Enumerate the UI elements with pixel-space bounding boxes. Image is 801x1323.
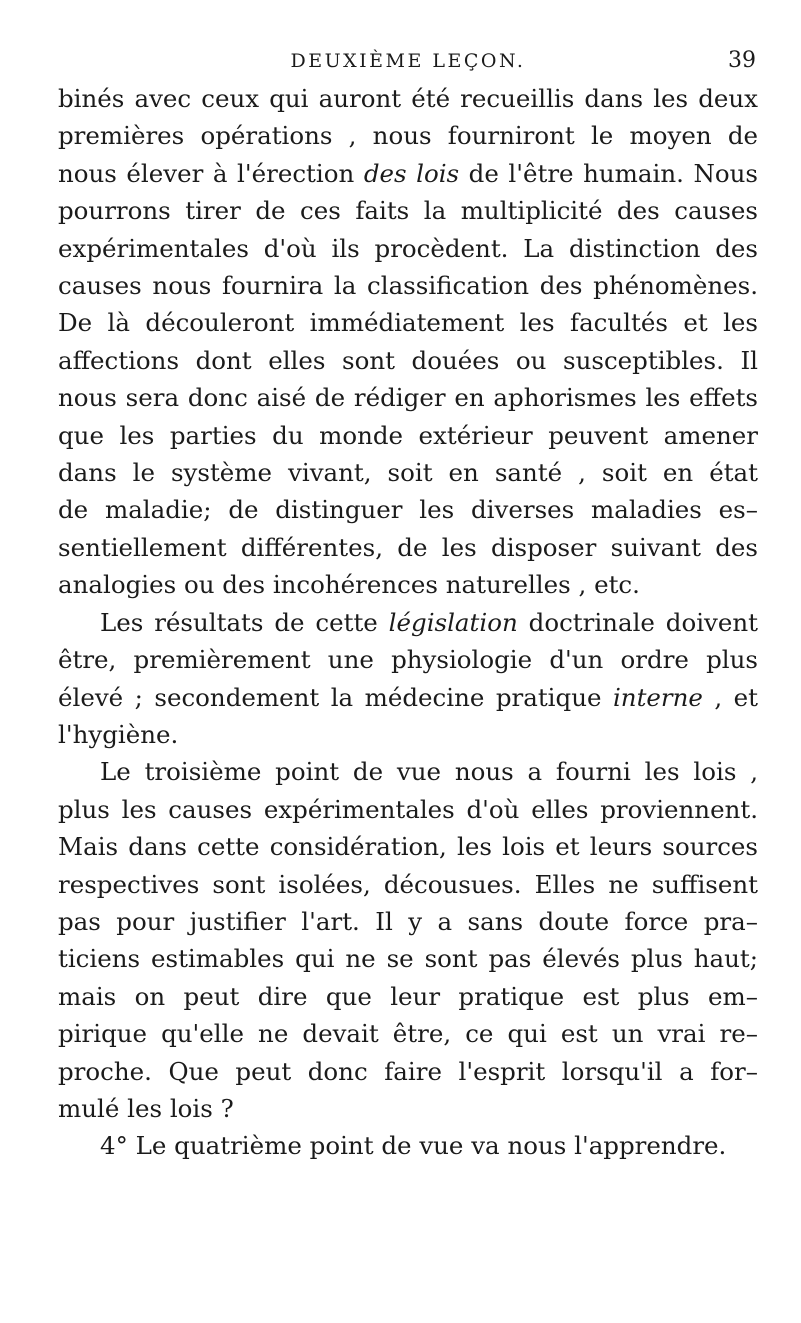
text-line bbox=[58, 604, 758, 641]
text-segment: De là découleront immédiatement les facultés et les bbox=[58, 308, 758, 338]
text-line bbox=[58, 304, 758, 341]
text-line bbox=[58, 716, 758, 753]
text-line bbox=[58, 454, 758, 491]
text-line bbox=[58, 1127, 758, 1164]
text-line bbox=[58, 267, 758, 304]
text-segment: ticiens estimables qui ne se sont pas élevés plus haut; bbox=[58, 944, 758, 974]
text-segment: mulé les lois ? bbox=[58, 1093, 234, 1123]
text-line bbox=[58, 230, 758, 267]
text-segment: Le troisième point de vue nous a fourni les lois , bbox=[100, 757, 758, 787]
text-line bbox=[58, 940, 758, 977]
text-line bbox=[58, 192, 758, 229]
text-segment: premières opérations , nous fourniront le moyen de bbox=[58, 121, 758, 151]
text-line bbox=[58, 753, 758, 790]
text-segment: doctrinale doivent bbox=[517, 607, 758, 637]
text-segment: analogies ou des incohérences naturelles , etc. bbox=[58, 570, 640, 600]
text-line bbox=[58, 529, 758, 566]
page-number: 39 bbox=[728, 48, 756, 73]
text-line bbox=[58, 1053, 758, 1090]
text-segment: pas pour justifier l'art. Il y a sans doute force pra– bbox=[58, 906, 758, 936]
text-line bbox=[58, 978, 758, 1015]
italic-text: des lois bbox=[363, 158, 460, 188]
text-line bbox=[58, 1090, 758, 1127]
text-segment: 4° Le quatrième point de vue va nous l'apprendre. bbox=[100, 1131, 727, 1161]
text-segment: pourrons tirer de ces faits la multiplicité des causes bbox=[58, 196, 758, 226]
body-text bbox=[58, 80, 758, 1165]
text-line bbox=[58, 566, 758, 603]
running-header bbox=[58, 48, 758, 80]
text-line bbox=[58, 491, 758, 528]
text-line bbox=[58, 791, 758, 828]
text-segment: causes nous fournira la classification des phénomènes. bbox=[58, 271, 758, 301]
running-title: DEUXIÈME LEÇON. bbox=[290, 50, 526, 72]
book-page bbox=[58, 48, 758, 1165]
text-segment: plus les causes expérimentales d'où elles proviennent. bbox=[58, 794, 758, 824]
text-line bbox=[58, 80, 758, 117]
text-segment: l'hygiène. bbox=[58, 719, 179, 749]
text-line bbox=[58, 679, 758, 716]
text-line bbox=[58, 117, 758, 154]
text-line bbox=[58, 866, 758, 903]
text-line bbox=[58, 155, 758, 192]
text-segment: pirique qu'elle ne devait être, ce qui est un vrai re– bbox=[58, 1019, 758, 1049]
text-segment: être, premièrement une physiologie d'un ordre plus bbox=[58, 645, 758, 675]
text-line bbox=[58, 903, 758, 940]
text-segment: affections dont elles sont douées ou susceptibles. Il bbox=[58, 345, 758, 375]
text-line bbox=[58, 342, 758, 379]
text-segment: expérimentales d'où ils procèdent. La distinction des bbox=[58, 233, 758, 263]
text-segment: proche. Que peut donc faire l'esprit lorsqu'il a for– bbox=[58, 1056, 758, 1086]
text-segment: Les résultats de cette bbox=[100, 607, 389, 637]
text-segment: binés avec ceux qui auront été recueillis dans les deux bbox=[58, 84, 758, 113]
text-segment: sentiellement différentes, de les disposer suivant des bbox=[58, 532, 758, 562]
text-segment: Mais dans cette considération, les lois et leurs sources bbox=[58, 832, 758, 862]
text-line bbox=[58, 417, 758, 454]
text-segment: dans le système vivant, soit en santé , soit en état bbox=[58, 458, 758, 488]
text-segment: nous élever à l'érection bbox=[58, 158, 364, 188]
text-line bbox=[58, 828, 758, 865]
text-line bbox=[58, 641, 758, 678]
italic-text: interne bbox=[612, 682, 703, 712]
italic-text: législation bbox=[388, 607, 518, 637]
text-line bbox=[58, 379, 758, 416]
text-segment: respectives sont isolées, décousues. Elles ne suffisent bbox=[58, 869, 758, 899]
text-segment: , et bbox=[702, 682, 758, 712]
text-segment: nous sera donc aisé de rédiger en aphorismes les effets bbox=[58, 383, 758, 413]
text-segment: de maladie; de distinguer les diverses maladies es– bbox=[58, 495, 758, 525]
text-segment: élevé ; secondement la médecine pratique bbox=[58, 682, 613, 712]
text-segment: mais on peut dire que leur pratique est plus em– bbox=[58, 981, 758, 1011]
text-line bbox=[58, 1015, 758, 1052]
text-segment: que les parties du monde extérieur peuvent amener bbox=[58, 420, 758, 450]
text-segment: de l'être humain. Nous bbox=[459, 158, 758, 188]
